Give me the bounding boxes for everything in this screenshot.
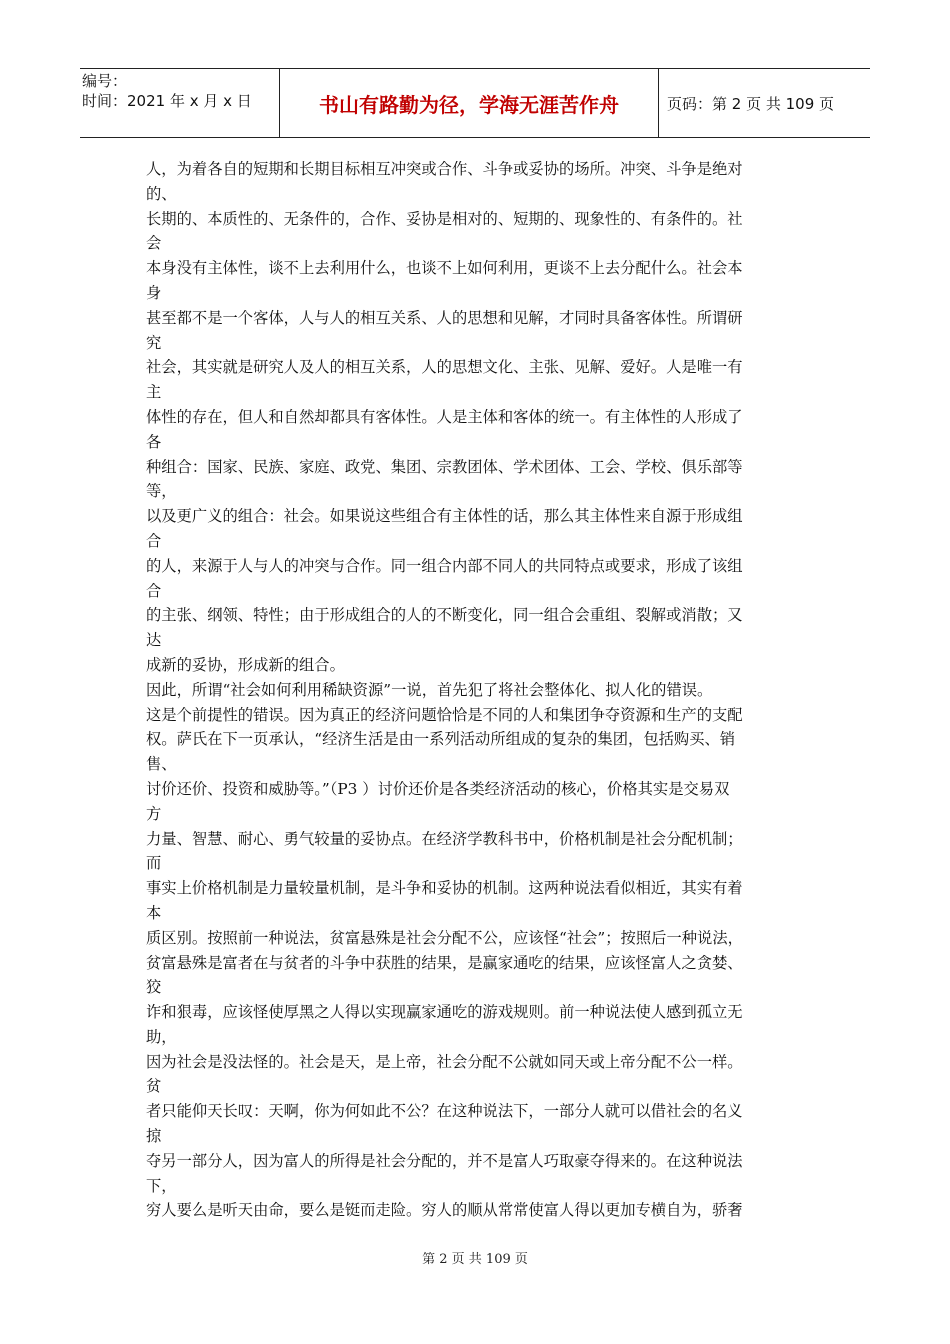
text-line: 力量、智慧、耐心、勇气较量的妥协点。在经济学教科书中，价格机制是社会分配机制； bbox=[146, 829, 743, 848]
text-line: 甚至都不是一个客体，人与人的相互关系、人的思想和见解，才同时具备客体性。所谓研 bbox=[146, 308, 743, 327]
text-line: 各 bbox=[146, 432, 162, 451]
text-line: 本身没有主体性，谈不上去利用什么，也谈不上如何利用，更谈不上去分配什么。社会本 bbox=[146, 259, 743, 278]
text-line: 夺另一部分人，因为富人的所得是社会分配的，并不是富人巧取豪夺得来的。在这种说法 bbox=[146, 1151, 743, 1170]
text-line: 种组合：国家、民族、家庭、政党、集团、宗教团体、学术团体、工会、学校、俱乐部等 bbox=[146, 457, 743, 476]
text-line: 达 bbox=[146, 631, 162, 650]
text-line: 讨价还价、投资和威胁等。”（P3 ）讨价还价是各类经济活动的核心，价格其实是交易双 bbox=[146, 779, 730, 798]
text-line: 事实上价格机制是力量较量机制，是斗争和妥协的机制。这两种说法看似相近，其实有着 bbox=[146, 879, 743, 898]
text-line: 会 bbox=[146, 234, 162, 253]
text-line: 的主张、纲领、特性；由于形成组合的人的不断变化，同一组合会重组、裂解或消散；又 bbox=[146, 606, 743, 625]
text-line: 的人，来源于人与人的冲突与合作。同一组合内部不同人的共同特点或要求，形成了该组 bbox=[146, 556, 743, 575]
page-header bbox=[80, 68, 870, 138]
text-line: 主 bbox=[146, 383, 162, 402]
text-line: 长期的、本质性的、无条件的，合作、妥协是相对的、短期的、现象性的、有条件的。社 bbox=[146, 209, 743, 228]
text-line: 掠 bbox=[146, 1127, 162, 1146]
text-line: 人，为着各自的短期和长期目标相互冲突或合作、斗争或妥协的场所。冲突、斗争是绝对 bbox=[146, 160, 743, 178]
text-line: 身 bbox=[146, 283, 162, 302]
text-line: 合 bbox=[146, 531, 162, 550]
text-line: 贫富悬殊是富者在与贫者的斗争中获胜的结果，是赢家通吃的结果，应该怪富人之贪婪、 bbox=[146, 953, 743, 972]
text-line: 合 bbox=[146, 581, 162, 600]
header-motto: 书山有路勤为径，学海无涯苦作舟 bbox=[280, 69, 659, 137]
text-line: 等， bbox=[146, 482, 177, 501]
text-line: 者只能仰天长叹：天啊，你为何如此不公？在这种说法下，一部分人就可以借社会的名义 bbox=[146, 1102, 743, 1121]
text-line: 方 bbox=[146, 804, 162, 823]
header-page-info: 页码：第 2 页 共 109 页 bbox=[667, 94, 835, 113]
text-line: 的、 bbox=[146, 184, 177, 203]
page-footer: 第 2 页 共 109 页 bbox=[422, 1252, 528, 1267]
text-line: 因为社会是没法怪的。社会是天，是上帝，社会分配不公就如同天或上帝分配不公一样。 bbox=[146, 1052, 743, 1071]
serial-number-label: 编号： bbox=[82, 72, 128, 90]
document-body bbox=[146, 157, 811, 1223]
text-line: 体性的存在，但人和自然却都具有客体性。人是主体和客体的统一。有主体性的人形成了 bbox=[146, 407, 743, 426]
text-line: 下， bbox=[146, 1176, 177, 1195]
text-line: 诈和狠毒，应该怪使厚黑之人得以实现赢家通吃的游戏规则。前一种说法使人感到孤立无 bbox=[146, 1003, 743, 1022]
text-line: 售、 bbox=[146, 755, 177, 774]
text-line: 狡 bbox=[146, 978, 162, 997]
text-line: 权。萨氏在下一页承认，“经济生活是由一系列活动所组成的复杂的集团，包括购买、销 bbox=[146, 730, 736, 749]
text-line: 这是个前提性的错误。因为真正的经济问题恰恰是不同的人和集团争夺资源和生产的支配 bbox=[146, 705, 743, 724]
text-line: 因此，所谓“社会如何利用稀缺资源”一说，首先犯了将社会整体化、拟人化的错误。 bbox=[146, 680, 713, 699]
text-line: 以及更广义的组合：社会。如果说这些组合有主体性的话，那么其主体性来自源于形成组 bbox=[146, 507, 743, 526]
text-line: 本 bbox=[146, 903, 162, 922]
text-line: 究 bbox=[146, 333, 162, 352]
text-line: 成新的妥协，形成新的组合。 bbox=[146, 655, 345, 674]
header-meta-cell bbox=[80, 69, 280, 137]
text-line: 贫 bbox=[146, 1077, 162, 1096]
text-line: 社会，其实就是研究人及人的相互关系，人的思想文化、主张、见解、爱好。人是唯一有 bbox=[146, 358, 743, 377]
date-label: 时间：2021 年 x 月 x 日 bbox=[82, 92, 252, 110]
text-line: 而 bbox=[146, 854, 162, 873]
text-line: 助， bbox=[146, 1027, 177, 1046]
text-line: 质区别。按照前一种说法，贫富悬殊是社会分配不公，应该怪“社会”；按照后一种说法， bbox=[146, 928, 743, 947]
text-line: 穷人要么是听天由命，要么是铤而走险。穷人的顺从常常使富人得以更加专横自为，骄奢 bbox=[146, 1201, 743, 1220]
